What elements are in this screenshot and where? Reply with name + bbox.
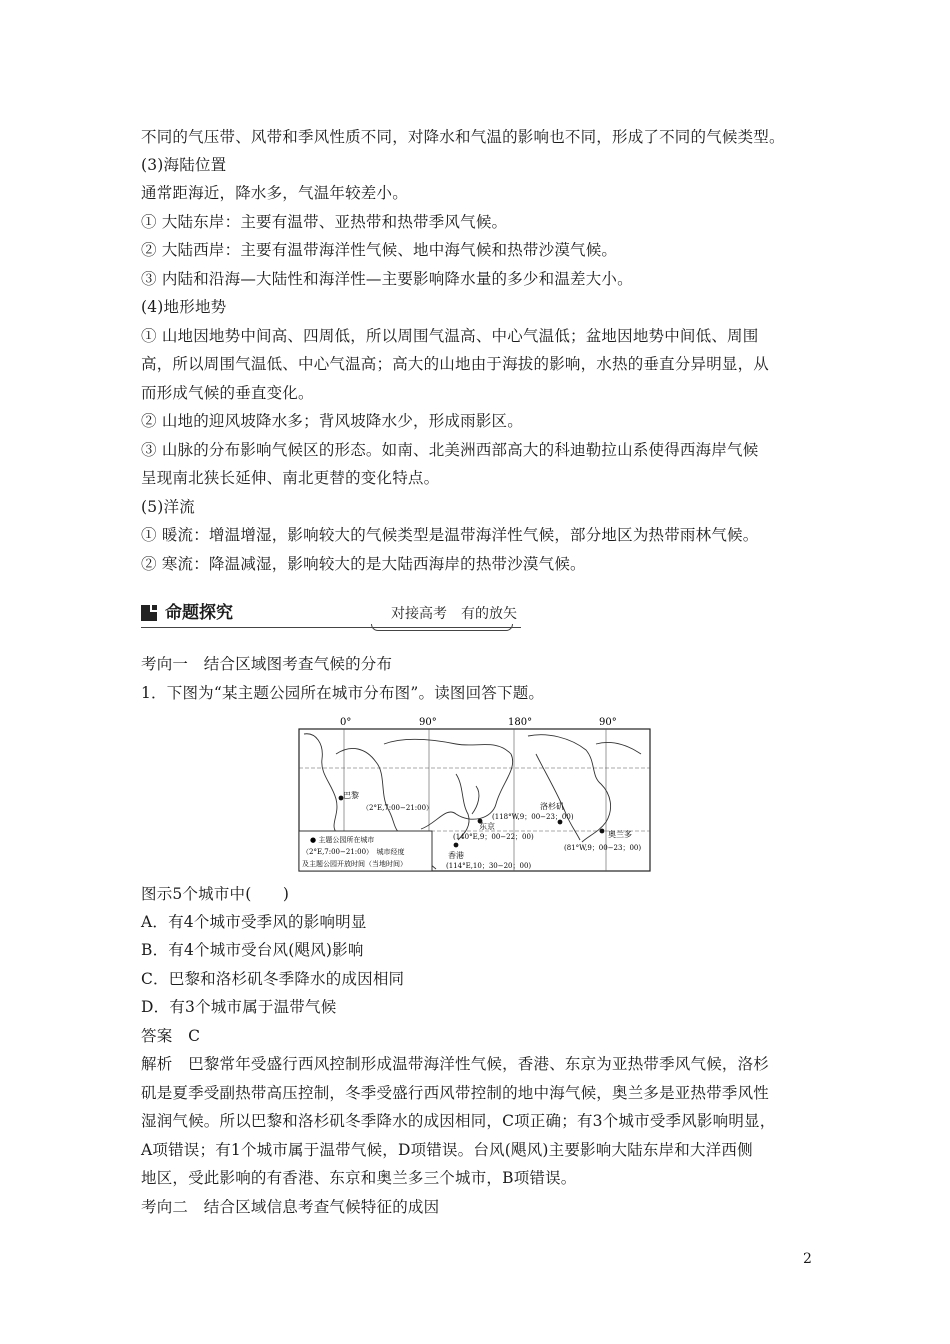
text-line: ② 寒流：降温减湿，影响较大的是大陆西海岸的热带沙漠气候。	[141, 555, 586, 573]
city-label: 洛杉矶	[540, 802, 564, 811]
city-info: (118°W,9；00−23；00)	[492, 813, 574, 821]
text-line: ③ 山脉的分布影响气候区的形态。如南、北美洲西部高大的科迪勒拉山系使得西海岸气候	[141, 441, 759, 459]
option-d: D．有3个城市属于温带气候	[141, 998, 337, 1016]
text-line: (5)洋流	[141, 498, 195, 516]
city-info: (140°E,9；00−22；00)	[453, 833, 534, 841]
text-line: ③ 内陆和沿海—大陆性和海洋性—主要影响降水量的多少和温差大小。	[141, 270, 633, 288]
legend-line: ● 主题公园所在城市	[310, 836, 375, 844]
analysis-line: 地区，受此影响的有香港、东京和奥兰多三个城市，B项错误。	[141, 1169, 577, 1187]
text-line: ① 大陆东岸：主要有温带、亚热带和热带季风气候。	[141, 213, 508, 231]
text-line: 高，所以周围气温低、中心气温高；高大的山地由于海拔的影响，水热的垂直分异明显，从	[141, 355, 770, 373]
section-rule-notch	[371, 624, 513, 631]
text-line: (3)海陆位置	[141, 156, 227, 174]
direction-heading: 考向二 结合区域信息考查气候特征的成因	[141, 1198, 440, 1216]
analysis-line: 解析 巴黎常年受盛行西风控制形成温带海洋性气候，香港、东京为亚热带季风气候，洛杉	[141, 1055, 770, 1073]
text-line: ① 暖流：增温增湿，影响较大的气候类型是温带海洋性气候，部分地区为热带雨林气候。	[141, 526, 759, 544]
city-marker	[454, 843, 459, 848]
city-info: (81°W,9；00−23；00)	[564, 844, 642, 852]
longitude-label: 180°	[508, 717, 533, 728]
city-info: （2°E,7:00−21:00）	[362, 804, 434, 812]
question-stem: 1．下图为“某主题公园所在城市分布图”。读图回答下题。	[141, 684, 545, 702]
section-header	[141, 600, 521, 630]
text-line: ① 山地因地势中间高、四周低，所以周围气温高、中心气温低；盆地因地势中间低、周围	[141, 327, 759, 345]
option-a: A．有4个城市受季风的影响明显	[141, 913, 367, 931]
sub-question: 图示5个城市中( )	[141, 885, 290, 903]
section-title: 命题探究	[165, 603, 233, 623]
legend-line: （2°E,7:00−21:00） 城市经度	[302, 848, 405, 856]
text-line: ② 大陆西岸：主要有温带海洋性气候、地中海气候和热带沙漠气候。	[141, 241, 618, 259]
direction-heading: 考向一 结合区域图考查气候的分布	[141, 655, 393, 673]
analysis-line: 湿润气候。所以巴黎和洛杉矶冬季降水的成因相同，C项正确；有3个城市受季风影响明显，	[141, 1112, 776, 1130]
text-line: 不同的气压带、风带和季风性质不同，对降水和气温的影响也不同，形成了不同的气候类型。	[141, 128, 785, 146]
city-label: 奥兰多	[608, 830, 632, 839]
city-label: 巴黎	[343, 791, 359, 800]
city-label: 东京	[479, 822, 495, 831]
section-marker-icon	[141, 605, 157, 621]
text-line: 呈现南北狭长延伸、南北更替的变化特点。	[141, 469, 440, 487]
longitude-label: 90°	[599, 717, 617, 728]
legend-line: 及主题公园开放时间（当地时间）	[302, 860, 407, 868]
city-info: (114°E,10；30−20；00)	[446, 862, 532, 870]
answer: 答案 C	[141, 1027, 201, 1045]
option-c: C．巴黎和洛杉矶冬季降水的成因相同	[141, 970, 405, 988]
text-line: 而形成气候的垂直变化。	[141, 384, 314, 402]
text-line: ② 山地的迎风坡降水多；背风坡降水少，形成雨影区。	[141, 412, 523, 430]
longitude-label: 0°	[340, 717, 352, 728]
text-line: (4)地形地势	[141, 298, 227, 316]
text-line: 通常距海近，降水多，气温年较差小。	[141, 184, 408, 202]
page-number: 2	[803, 1251, 812, 1267]
city-label: 香港	[448, 851, 464, 860]
section-subtitle: 对接高考 有的放矢	[391, 606, 517, 622]
analysis-line: A项错误；有1个城市属于温带气候，D项错误。台风(飓风)主要影响大陆东岸和大洋西侧	[141, 1141, 753, 1159]
option-b: B．有4个城市受台风(飓风)影响	[141, 941, 364, 959]
longitude-label: 90°	[419, 717, 437, 728]
analysis-line: 矶是夏季受副热带高压控制，冬季受盛行西风带控制的地中海气候，奥兰多是亚热带季风性	[141, 1084, 770, 1102]
city-distribution-map	[296, 714, 654, 874]
city-marker	[600, 829, 605, 834]
